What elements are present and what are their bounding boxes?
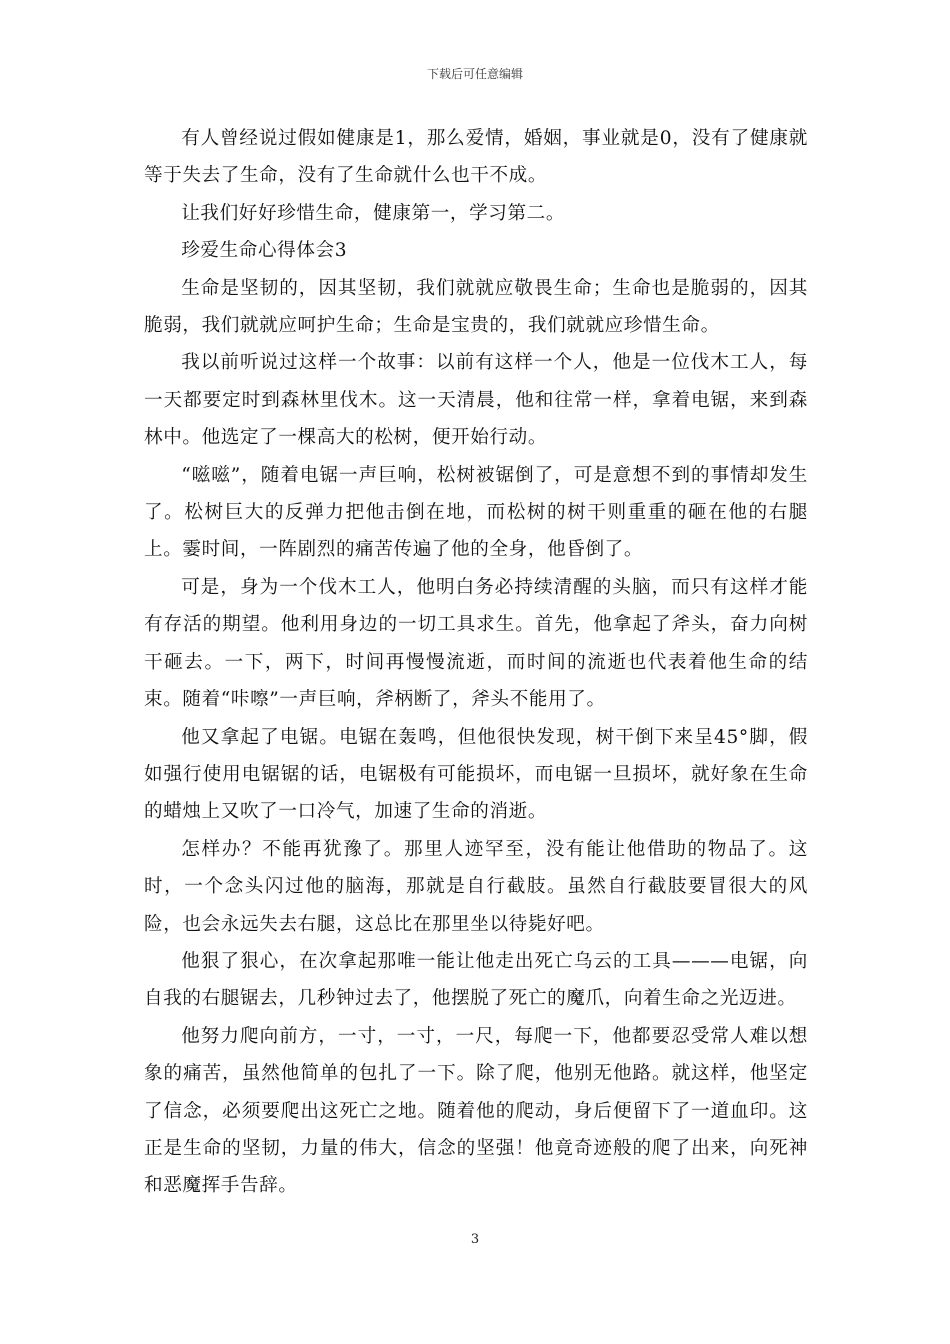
paragraph-decision: 怎样办？不能再犹豫了。那里人迹罕至，没有能让他借助的物品了。这时，一个念头闪过他的脑海，那就是自行截肢。虽然自行截肢要冒很大的风险，也会永远失去右腿，这总比在那里坐以待毙好吧。 [144, 838, 808, 935]
paragraph-cherish-life: 让我们好好珍惜生命，健康第一，学习第二。 [181, 202, 566, 224]
paragraph-life-tenacious: 生命是坚韧的，因其坚韧，我们就就应敬畏生命；生命也是脆弱的，因其脆弱，我们就就应呵护生命；生命是宝贵的，我们就就应珍惜生命。 [144, 277, 808, 337]
paragraph-self-amputation: 他狠了狠心，在次拿起那唯一能让他走出死亡乌云的工具———电锯，向自我的右腿锯去，几秒钟过去了，他摆脱了死亡的魔爪，向着生命之光迈进。 [144, 950, 808, 1010]
paragraph-health-metaphor: 有人曾经说过假如健康是1，那么爱情，婚姻，事业就是0，没有了健康就等于失去了生命，没有了生命就什么也干不成。 [144, 128, 808, 187]
paragraph-tree-falls: “嗞嗞”，随着电锯一声巨响，松树被锯倒了，可是意想不到的事情却发生了。松树巨大的反弹力把他击倒在地，而松树的树干则重重的砸在他的右腿上。霎时间，一阵剧烈的痛苦传遍了他的全身，他昏倒了。 [144, 464, 808, 561]
document-body [144, 120, 808, 1205]
paragraph-axe-attempt: 可是，身为一个伐木工人，他明白务必持续清醒的头脑，而只有这样才能有存活的期望。他利用身边的一切工具求生。首先，他拿起了斧头，奋力向树干砸去。一下，两下，时间再慢慢流逝，而时间的流逝也代表着他生命的结束。随着“咔嚓”一声巨响，斧柄断了，斧头不能用了。 [144, 576, 808, 711]
paragraph-story-intro: 我以前听说过这样一个故事：以前有这样一个人，他是一位伐木工人，每一天都要定时到森林里伐木。这一天清晨，他和往常一样，拿着电锯，来到森林中。他选定了一棵高大的松树，便开始行动。 [144, 352, 808, 449]
page-header: 下载后可任意编辑 [426, 67, 523, 81]
section-heading: 珍爱生命心得体会3 [181, 240, 348, 262]
paragraph-chainsaw-risk: 他又拿起了电锯。电锯在轰鸣，但他很快发现，树干倒下来呈45°脚，假如强行使用电锯锯的话，电锯极有可能损坏，而电锯一旦损坏，就好象在生命的蜡烛上又吹了一口冷气，加速了生命的消逝。 [144, 726, 808, 823]
page-number: 3 [470, 1232, 480, 1247]
paragraph-crawl-out: 他努力爬向前方，一寸，一寸，一尺，每爬一下，他都要忍受常人难以想象的痛苦，虽然他简单的包扎了一下。除了爬，他别无他路。就这样，他坚定了信念，必须要爬出这死亡之地。随着他的爬动，身后便留下了一道血印。这正是生命的坚韧，力量的伟大，信念的坚强！他竟奇迹般的爬了出来，向死神和恶魔挥手告辞。 [144, 1025, 808, 1197]
